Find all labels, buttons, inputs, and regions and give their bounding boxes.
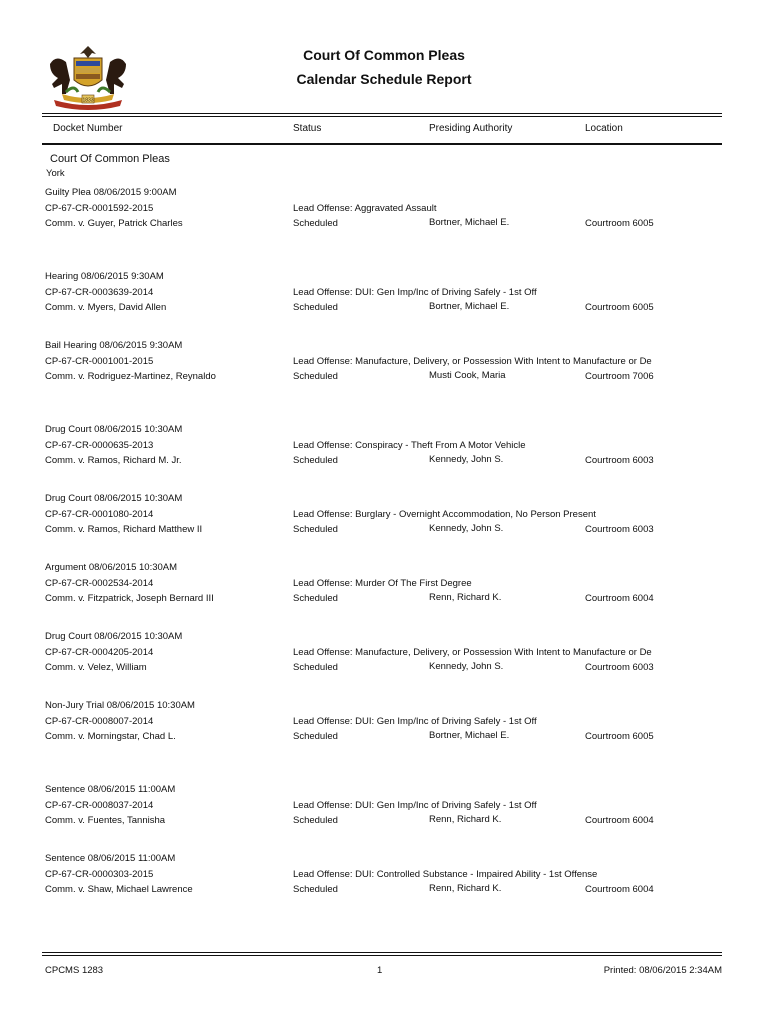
entry-parties: Comm. v. Fitzpatrick, Joseph Bernard III xyxy=(45,593,214,604)
entry-location: Courtroom 6003 xyxy=(585,662,654,673)
entry-location: Courtroom 6005 xyxy=(585,302,654,313)
entry-location: Courtroom 6005 xyxy=(585,218,654,229)
col-header-docket: Docket Number xyxy=(53,123,123,134)
entry-docket-number: CP-67-CR-0001080-2014 xyxy=(45,509,154,520)
entry-lead-offense: Lead Offense: Manufacture, Delivery, or Possession With Intent to Manufacture or De xyxy=(293,647,652,658)
entry-event: Argument 08/06/2015 10:30AM xyxy=(45,562,178,573)
entry-parties: Comm. v. Ramos, Richard M. Jr. xyxy=(45,455,182,466)
entry-parties: Comm. v. Fuentes, Tannisha xyxy=(45,815,166,826)
entry-status: Scheduled xyxy=(293,662,338,673)
entry-status: Scheduled xyxy=(293,371,338,382)
entry-status: Scheduled xyxy=(293,455,338,466)
entry-event: Sentence 08/06/2015 11:00AM xyxy=(45,853,176,864)
header-rule-top xyxy=(42,113,722,114)
header-rule-top-2 xyxy=(42,116,722,117)
entry-location: Courtroom 6004 xyxy=(585,815,654,826)
entry-presiding-authority: Bortner, Michael E. xyxy=(429,217,510,228)
entry-presiding-authority: Renn, Richard K. xyxy=(429,883,502,894)
entry-docket-number: CP-67-CR-0000635-2013 xyxy=(45,440,154,451)
entry-docket-number: CP-67-CR-0008037-2014 xyxy=(45,800,154,811)
entry-parties: Comm. v. Ramos, Richard Matthew II xyxy=(45,524,203,535)
entry-docket-number: CP-67-CR-0001001-2015 xyxy=(45,356,154,367)
entry-event: Guilty Plea 08/06/2015 9:00AM xyxy=(45,187,177,198)
entry-status: Scheduled xyxy=(293,593,338,604)
entry-location: Courtroom 6004 xyxy=(585,884,654,895)
entry-parties: Comm. v. Morningstar, Chad L. xyxy=(45,731,176,742)
logo-year: 1833 xyxy=(82,97,94,104)
entry-parties: Comm. v. Velez, William xyxy=(45,662,147,673)
entry-docket-number: CP-67-CR-0000303-2015 xyxy=(45,869,154,880)
footer-form-id: CPCMS 1283 xyxy=(45,965,104,976)
report-title: Calendar Schedule Report xyxy=(296,71,472,87)
entry-event: Hearing 08/06/2015 9:30AM xyxy=(45,271,164,282)
court-name: Court Of Common Pleas xyxy=(50,153,170,165)
entry-presiding-authority: Kennedy, John S. xyxy=(429,454,504,465)
entry-presiding-authority: Renn, Richard K. xyxy=(429,814,502,825)
entry-event: Drug Court 08/06/2015 10:30AM xyxy=(45,424,183,435)
entry-lead-offense: Lead Offense: Burglary - Overnight Accommodation, No Person Present xyxy=(293,509,596,520)
header-rule-bottom xyxy=(42,143,722,145)
entry-location: Courtroom 6004 xyxy=(585,593,654,604)
entry-parties: Comm. v. Guyer, Patrick Charles xyxy=(45,218,183,229)
entry-status: Scheduled xyxy=(293,524,338,535)
entry-presiding-authority: Kennedy, John S. xyxy=(429,523,504,534)
entry-docket-number: CP-67-CR-0008007-2014 xyxy=(45,716,154,727)
entry-lead-offense: Lead Offense: Murder Of The First Degree xyxy=(293,578,472,589)
entry-presiding-authority: Renn, Richard K. xyxy=(429,592,502,603)
entry-presiding-authority: Bortner, Michael E. xyxy=(429,730,510,741)
footer-rule-top-2 xyxy=(42,955,722,956)
col-header-status: Status xyxy=(293,123,322,134)
col-header-authority: Presiding Authority xyxy=(429,123,513,134)
entry-parties: Comm. v. Myers, David Allen xyxy=(45,302,167,313)
entry-event: Non-Jury Trial 08/06/2015 10:30AM xyxy=(45,700,195,711)
entry-lead-offense: Lead Offense: DUI: Gen Imp/Inc of Driving Safely - 1st Off xyxy=(293,716,537,727)
entry-location: Courtroom 6003 xyxy=(585,455,654,466)
col-header-location: Location xyxy=(585,123,623,134)
entry-status: Scheduled xyxy=(293,302,338,313)
entry-lead-offense: Lead Offense: DUI: Gen Imp/Inc of Driving Safely - 1st Off xyxy=(293,800,537,811)
footer-rule-top xyxy=(42,952,722,953)
entry-presiding-authority: Bortner, Michael E. xyxy=(429,301,510,312)
entry-status: Scheduled xyxy=(293,731,338,742)
footer-printed-timestamp: Printed: 08/06/2015 2:34AM xyxy=(603,965,722,976)
entry-presiding-authority: Kennedy, John S. xyxy=(429,661,504,672)
report-court-title: Court Of Common Pleas xyxy=(303,47,465,63)
entry-event: Sentence 08/06/2015 11:00AM xyxy=(45,784,176,795)
entry-lead-offense: Lead Offense: DUI: Controlled Substance - Impaired Ability - 1st Offense xyxy=(293,869,598,880)
entry-event: Bail Hearing 08/06/2015 9:30AM xyxy=(45,340,183,351)
entry-location: Courtroom 7006 xyxy=(585,371,654,382)
entry-parties: Comm. v. Rodriguez-Martinez, Reynaldo xyxy=(45,371,216,382)
county-name: York xyxy=(46,168,65,179)
entry-status: Scheduled xyxy=(293,815,338,826)
footer-page-number: 1 xyxy=(377,965,383,976)
entry-status: Scheduled xyxy=(293,218,338,229)
entry-location: Courtroom 6005 xyxy=(585,731,654,742)
entry-presiding-authority: Musti Cook, Maria xyxy=(429,370,506,381)
entry-status: Scheduled xyxy=(293,884,338,895)
entry-lead-offense: Lead Offense: Aggravated Assault xyxy=(293,203,437,214)
entry-docket-number: CP-67-CR-0004205-2014 xyxy=(45,647,154,658)
entry-event: Drug Court 08/06/2015 10:30AM xyxy=(45,493,183,504)
entry-lead-offense: Lead Offense: Conspiracy - Theft From A Motor Vehicle xyxy=(293,440,526,451)
entry-lead-offense: Lead Offense: DUI: Gen Imp/Inc of Driving Safely - 1st Off xyxy=(293,287,537,298)
entry-docket-number: CP-67-CR-0003639-2014 xyxy=(45,287,154,298)
entry-event: Drug Court 08/06/2015 10:30AM xyxy=(45,631,183,642)
entry-parties: Comm. v. Shaw, Michael Lawrence xyxy=(45,884,193,895)
entry-location: Courtroom 6003 xyxy=(585,524,654,535)
entry-docket-number: CP-67-CR-0001592-2015 xyxy=(45,203,154,214)
entry-docket-number: CP-67-CR-0002534-2014 xyxy=(45,578,154,589)
entry-lead-offense: Lead Offense: Manufacture, Delivery, or Possession With Intent to Manufacture or De xyxy=(293,356,652,367)
